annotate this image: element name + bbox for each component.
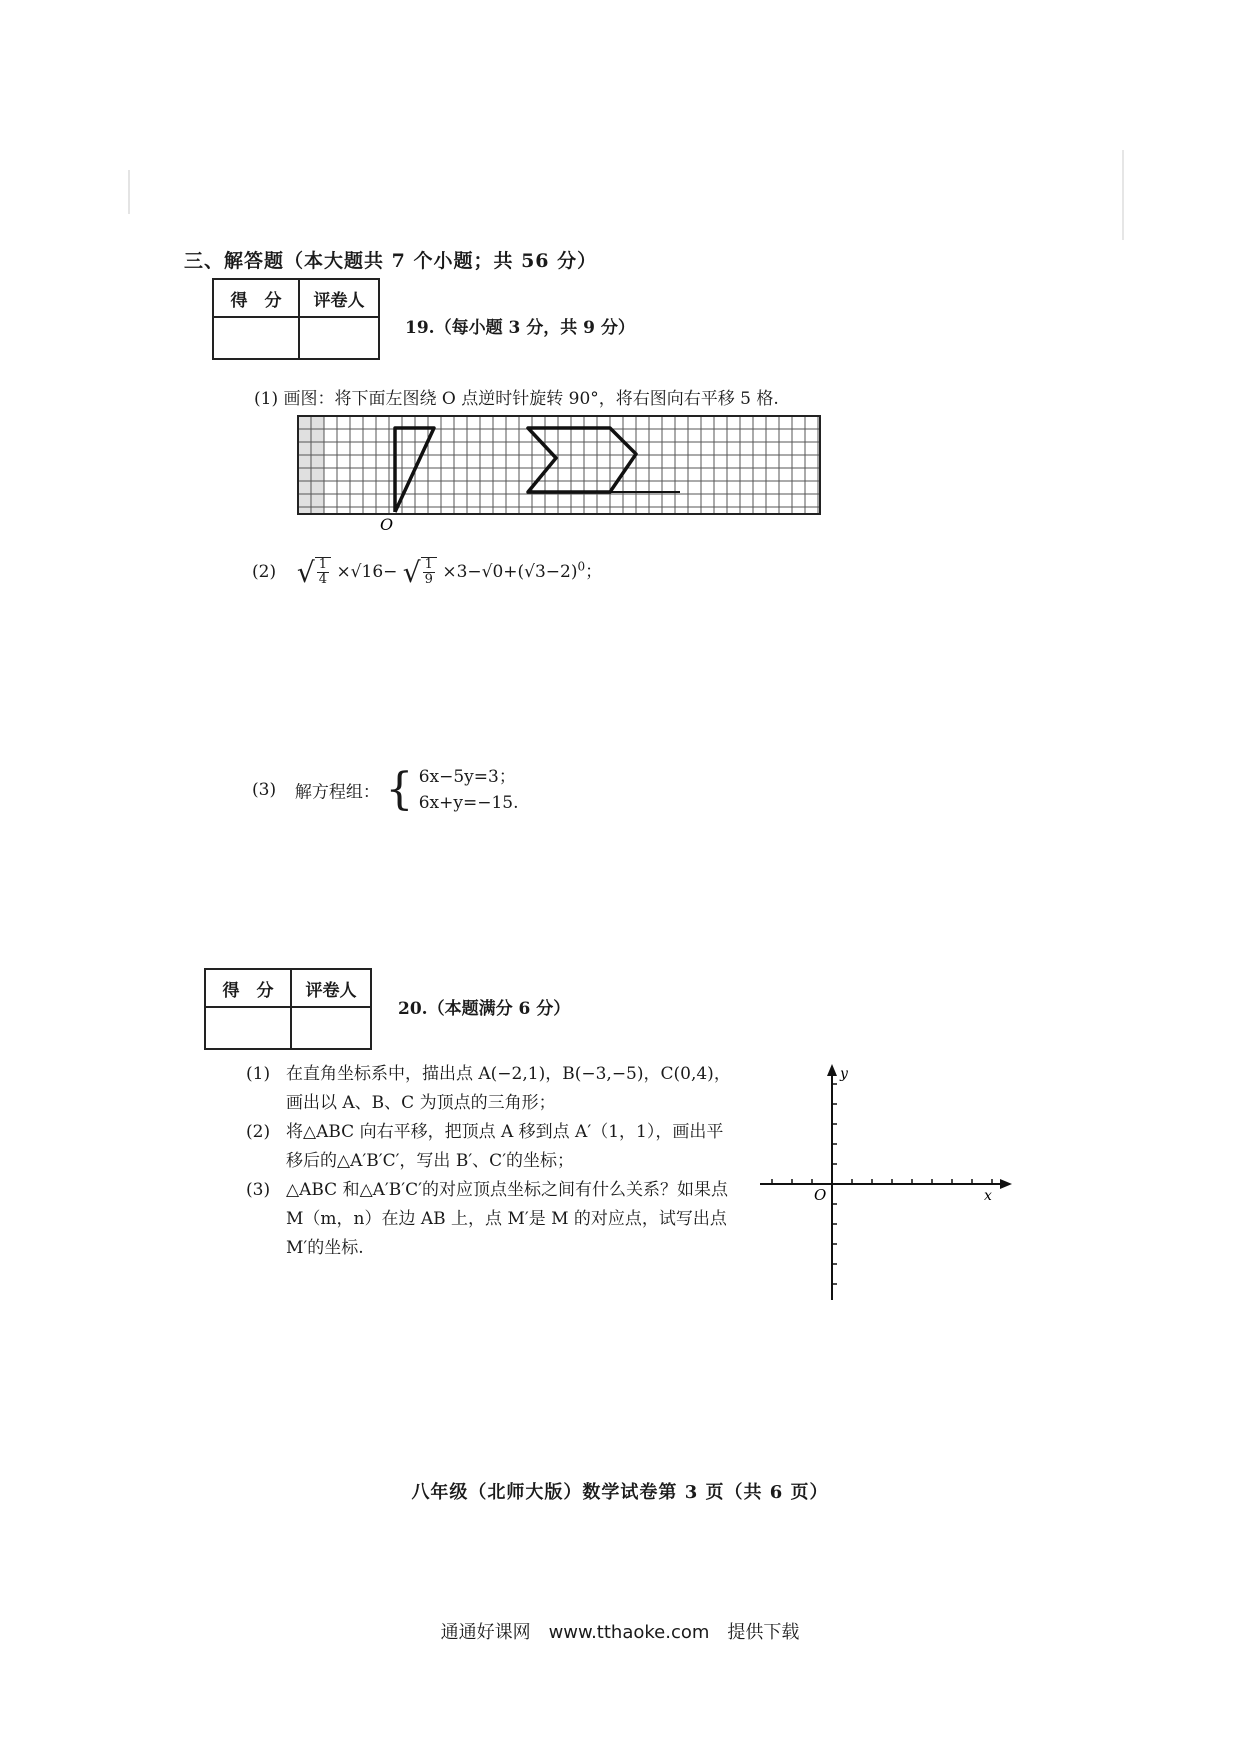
coordinate-axes <box>750 1060 1020 1310</box>
x-axis-arrow <box>1000 1179 1012 1189</box>
q19-part2: (2) √ $\frac{1}{4}$ ×√16− √ $\frac{1}{9}$ $\times 3-√0+(√3-2)^0$； <box>252 556 603 589</box>
y-axis-label: y <box>840 1066 848 1082</box>
score-cell[interactable] <box>213 317 299 359</box>
fraction-numerator: 1 <box>318 557 328 572</box>
fraction-numerator: 1 <box>424 557 433 572</box>
part-number: (1) <box>254 389 279 409</box>
item-text: △ABC 和△A′B′C′的对应顶点坐标之间有什么关系？如果点 M（m，n）在边 AB 上，点 M′是 M 的对应点，试写出点 M′的坐标. <box>286 1180 728 1258</box>
fraction <box>317 558 329 587</box>
part-text: 画图：将下面左图绕 O 点逆时针旋转 90°，将右图向右平移 5 格. <box>283 389 779 409</box>
q20-item <box>246 1176 740 1263</box>
fraction-denominator: 9 <box>424 572 433 587</box>
score-box <box>212 278 380 360</box>
part-number: (2) <box>252 562 277 582</box>
expression-end: ； <box>585 562 603 582</box>
grader-label: 评卷人 <box>291 969 371 1007</box>
score-cell[interactable] <box>205 1007 291 1049</box>
part-label: 解方程组： <box>294 782 380 803</box>
y-axis-arrow <box>827 1064 837 1076</box>
equation-system <box>419 764 519 816</box>
expression-part: ×√16− <box>336 562 398 582</box>
grid-figure <box>296 414 826 534</box>
x-axis-label: x <box>984 1188 992 1204</box>
expression-part: ×3−√0+(√3−2) <box>442 562 578 582</box>
fraction-denominator: 4 <box>318 572 328 587</box>
item-number: (1) <box>246 1064 271 1084</box>
section-title: 三、解答题（本大题共 7 个小题；共 56 分） <box>184 250 598 272</box>
score-box <box>204 968 372 1050</box>
part-number: (3) <box>252 780 277 800</box>
scan-edge-mark <box>1122 150 1124 240</box>
item-text: 将△ABC 向右平移，把顶点 A 移到点 A′（1，1），画出平移后的△A′B′C′，写出 B′、C′的坐标； <box>286 1122 724 1171</box>
equation-2: 6x+y=−15. <box>418 793 519 813</box>
page-footer: 八年级（北师大版）数学试卷第 3 页（共 6 页） <box>411 1482 829 1503</box>
q19-part1 <box>254 384 779 409</box>
q20-item <box>246 1060 740 1118</box>
grader-cell[interactable] <box>299 317 379 359</box>
q20-item <box>246 1118 740 1176</box>
score-label: 得 分 <box>213 279 299 317</box>
grader-cell[interactable] <box>291 1007 371 1049</box>
watermark: 通通好课网 www.tthaoke.com 提供下载 <box>440 1622 800 1643</box>
equation-1: 6x−5y=3； <box>418 767 516 787</box>
question-19-title: 19.（每小题 3 分，共 9 分） <box>405 318 635 338</box>
origin-label: O <box>814 1186 827 1204</box>
score-label: 得 分 <box>205 969 291 1007</box>
q19-part3 <box>252 764 519 816</box>
fraction <box>423 558 435 587</box>
exponent: 0 <box>577 559 586 574</box>
brace: { <box>385 764 414 815</box>
item-number: (2) <box>246 1122 271 1142</box>
grader-label: 评卷人 <box>299 279 379 317</box>
q20-items <box>246 1060 740 1263</box>
origin-label: O <box>380 515 394 534</box>
item-number: (3) <box>246 1180 271 1200</box>
item-text: 在直角坐标系中，描出点 A(−2,1)，B(−3,−5)，C(0,4)，画出以 A、B、C 为顶点的三角形； <box>286 1064 731 1113</box>
question-20-title: 20.（本题满分 6 分） <box>398 999 571 1019</box>
scan-edge-mark <box>128 170 130 214</box>
